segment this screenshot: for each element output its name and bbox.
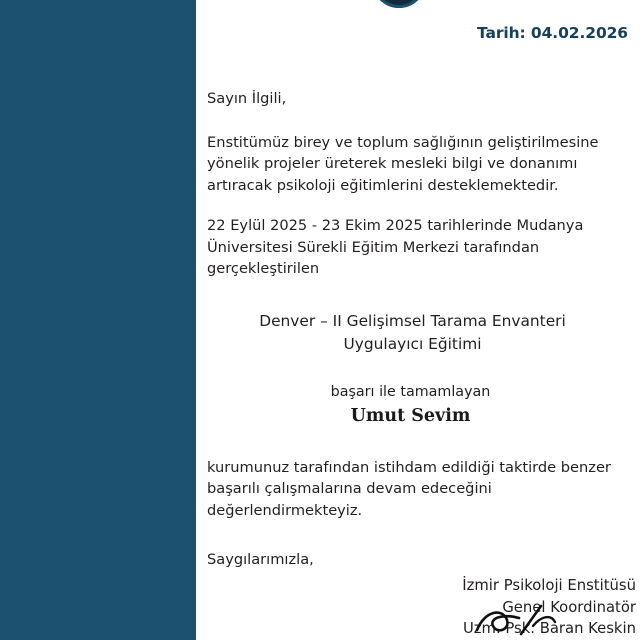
salutation: Sayın İlgili, — [207, 90, 287, 107]
signature-signer-name: Uzm. Psk. Baran Keskin — [462, 620, 636, 637]
intro-paragraph: Enstitümüz birey ve toplum sağlığının geliştirilmesine yönelik projeler üreterek mesleki bilgi ve donanımı artıracak psikoloji eğitimlerini desteklemektedir. — [207, 133, 599, 194]
closing-paragraph: kurumunuz tarafından istihdam edildiği taktirde benzer başarılı çalışmalarına devam edeceğini değerlendirmekteyiz. — [207, 458, 611, 519]
completion-label: başarı ile tamamlayan — [330, 383, 491, 400]
left-decorative-band — [0, 0, 196, 640]
course-title-line-1: Denver – II Gelişimsel Tarama Envanteri — [259, 311, 566, 330]
course-context-paragraph: 22 Eylül 2025 - 23 Ekim 2025 tarihlerinde Mudanya Üniversitesi Sürekli Eğitim Merkezi tarafından gerçekleştirilen — [207, 217, 584, 277]
signature-signer-wrap — [463, 618, 636, 640]
document-date: Tarih: 04.02.2026 — [477, 24, 628, 42]
participant-name: Umut Sevim — [350, 405, 471, 426]
course-title-line-2: Uygulayıcı Eğitimi — [343, 334, 482, 353]
letter-body — [207, 88, 632, 571]
signature-role: Genel Koordinatör — [502, 598, 636, 616]
regards-line: Saygılarımızla, — [207, 551, 314, 568]
letter-content-column — [196, 0, 640, 640]
signature-organization: İzmir Psikoloji Enstitüsü — [462, 577, 636, 594]
signature-signer-row — [306, 618, 636, 640]
signature-block — [306, 575, 636, 640]
